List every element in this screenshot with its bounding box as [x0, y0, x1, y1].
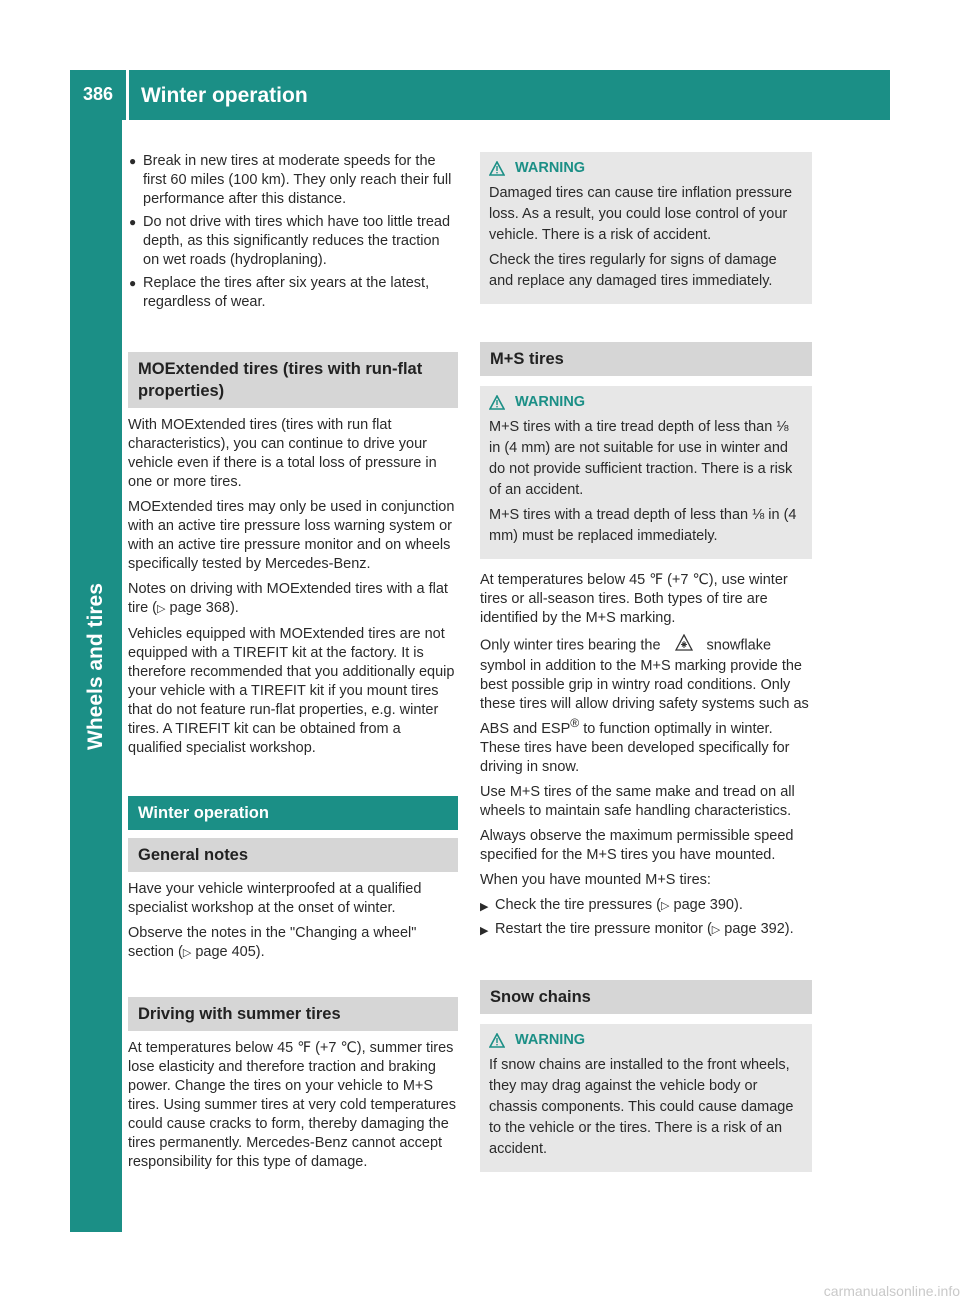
- section-heading-general-notes: General notes: [128, 838, 458, 872]
- bullet-icon: ●: [129, 276, 137, 290]
- paragraph: At temperatures below 45 ℉ (+7 ℃), use winter tires or all-season tires. Both types of tire are identified by the M+S marking.: [480, 572, 788, 626]
- page-ref-arrow-icon: ▷: [661, 899, 670, 912]
- paragraph: Use M+S tires of the same make and tread on all wheels to maintain safe handling characteristics.: [480, 783, 795, 819]
- step-item: ▶ Check the tire pressures (▷ page 390).: [480, 896, 812, 916]
- page-link[interactable]: page 405).: [195, 944, 265, 960]
- paragraph: Notes on driving with MOExtended tires with a flat tire (▷ page 368).: [128, 581, 448, 616]
- list-item-text: Replace the tires after six years at the latest, regardless of wear.: [143, 275, 430, 310]
- bullet-icon: ●: [129, 154, 137, 168]
- page-number: 386: [82, 84, 114, 104]
- page-link[interactable]: page 368).: [169, 600, 239, 616]
- side-tab-block: [70, 1162, 122, 1232]
- section-heading-moextended: MOExtended tires (tires with run-flat properties): [128, 352, 458, 408]
- section-heading-summer-tires: Driving with summer tires: [128, 997, 458, 1031]
- watermark: carmanualsonline.info: [823, 1283, 960, 1299]
- paragraph: MOExtended tires may only be used in conjunction with an active tire pressure loss warning system or with an active tire pressure monitor and on wheels specifically tested by Mercedes-Benz.: [128, 499, 455, 572]
- paragraph: Observe the notes in the "Changing a wheel" section (▷ page 405).: [128, 925, 417, 960]
- left-column: [128, 152, 458, 1178]
- warning-triangle-icon: [489, 161, 505, 176]
- step-arrow-icon: ▶: [480, 924, 489, 937]
- paragraph: At temperatures below 45 ℉ (+7 ℃), summer tires lose elasticity and therefore traction and braking power. Change the tires on your vehicle to M+S tires. Using summer tires at very cold temperatures could cause cracks to form, thereby damaging the tires permanently. Mercedes-Benz cannot accept responsibility for this type of damage.: [128, 1040, 456, 1170]
- page-ref-arrow-icon: ▷: [711, 923, 721, 936]
- paragraph: Damaged tires can cause tire inflation pressure loss. As a result, you could lose control of your vehicle. There is a risk of accident.: [489, 185, 793, 243]
- section-heading-winter-operation: Winter operation: [128, 796, 458, 830]
- list-item-text: Do not drive with tires which have too little tread depth, as this significantly reduces the traction on wet roads (hydroplaning).: [143, 214, 451, 268]
- section-heading-snow-chains: Snow chains: [480, 980, 812, 1014]
- page-link[interactable]: page 390).: [673, 896, 743, 913]
- paragraph: M+S tires with a tread depth of less than ⅛ in (4 mm) must be replaced immediately.: [489, 507, 797, 544]
- snowflake-mountain-icon: [675, 634, 693, 657]
- warning-triangle-icon: [489, 395, 505, 410]
- list-item: [128, 213, 458, 270]
- page-link[interactable]: page 392).: [724, 920, 794, 937]
- paragraph: Vehicles equipped with MOExtended tires are not equipped with a TIREFIT kit at the factory. It is therefore recommended that you additionally equip your vehicle with a TIREFIT kit if you mount tires that do not feature run-flat properties, e.g. winter tires. A TIREFIT kit can be obtained from a qualified specialist workshop.: [128, 626, 455, 756]
- list-item: [128, 152, 458, 209]
- paragraph: Have your vehicle winterproofed at a qualified specialist workshop at the onset of winter.: [128, 881, 422, 916]
- warning-title: WARNING: [489, 392, 802, 413]
- page-ref-arrow-icon: ▷: [157, 603, 166, 615]
- warning-title: WARNING: [489, 1030, 802, 1051]
- header-separator: [126, 70, 129, 120]
- step-item: ▶ Restart the tire pressure monitor (▷ page 392).: [480, 920, 812, 940]
- list-item: [128, 274, 458, 312]
- paragraph: If snow chains are installed to the front wheels, they may drag against the vehicle body or chassis components. This could cause damage to the vehicle or the tires. There is a risk of an accident.: [489, 1056, 794, 1157]
- paragraph: With MOExtended tires (tires with run flat characteristics), you can continue to drive your vehicle even if there is a total loss of pressure in one or more tires.: [128, 417, 437, 490]
- step-arrow-icon: ▶: [480, 900, 489, 913]
- bullet-icon: ●: [129, 215, 137, 229]
- warning-box: [480, 386, 812, 559]
- page-title: Winter operation: [141, 84, 308, 107]
- page-ref-arrow-icon: ▷: [182, 947, 192, 959]
- paragraph: Always observe the maximum permissible speed specified for the M+S tires you have mounted.: [480, 827, 794, 863]
- paragraph: Only winter tires bearing the snowflake symbol in addition to the M+S marking provide the best possible grip in wintry road conditions. Only these tires will allow driving safety systems such as ABS and ESP® to function optimally in winter. These tires have been developed specifically for driving in snow.: [480, 634, 812, 777]
- paragraph: When you have mounted M+S tires:: [480, 871, 711, 888]
- right-column: [480, 152, 812, 1184]
- paragraph: M+S tires with a tire tread depth of less than ⅛ in (4 mm) are not suitable for use in winter and do not provide sufficient traction. There is a risk of an accident.: [489, 419, 793, 498]
- warning-triangle-icon: [489, 1033, 505, 1048]
- list-item-text: Break in new tires at moderate speeds for the first 60 miles (100 km). They only reach their full performance after this distance.: [143, 153, 452, 207]
- warning-title: WARNING: [489, 158, 802, 179]
- warning-box: [480, 152, 812, 304]
- paragraph: Check the tires regularly for signs of damage and replace any damaged tires immediately.: [489, 252, 777, 289]
- section-heading-ms-tires: M+S tires: [480, 342, 812, 376]
- warning-box: [480, 1024, 812, 1172]
